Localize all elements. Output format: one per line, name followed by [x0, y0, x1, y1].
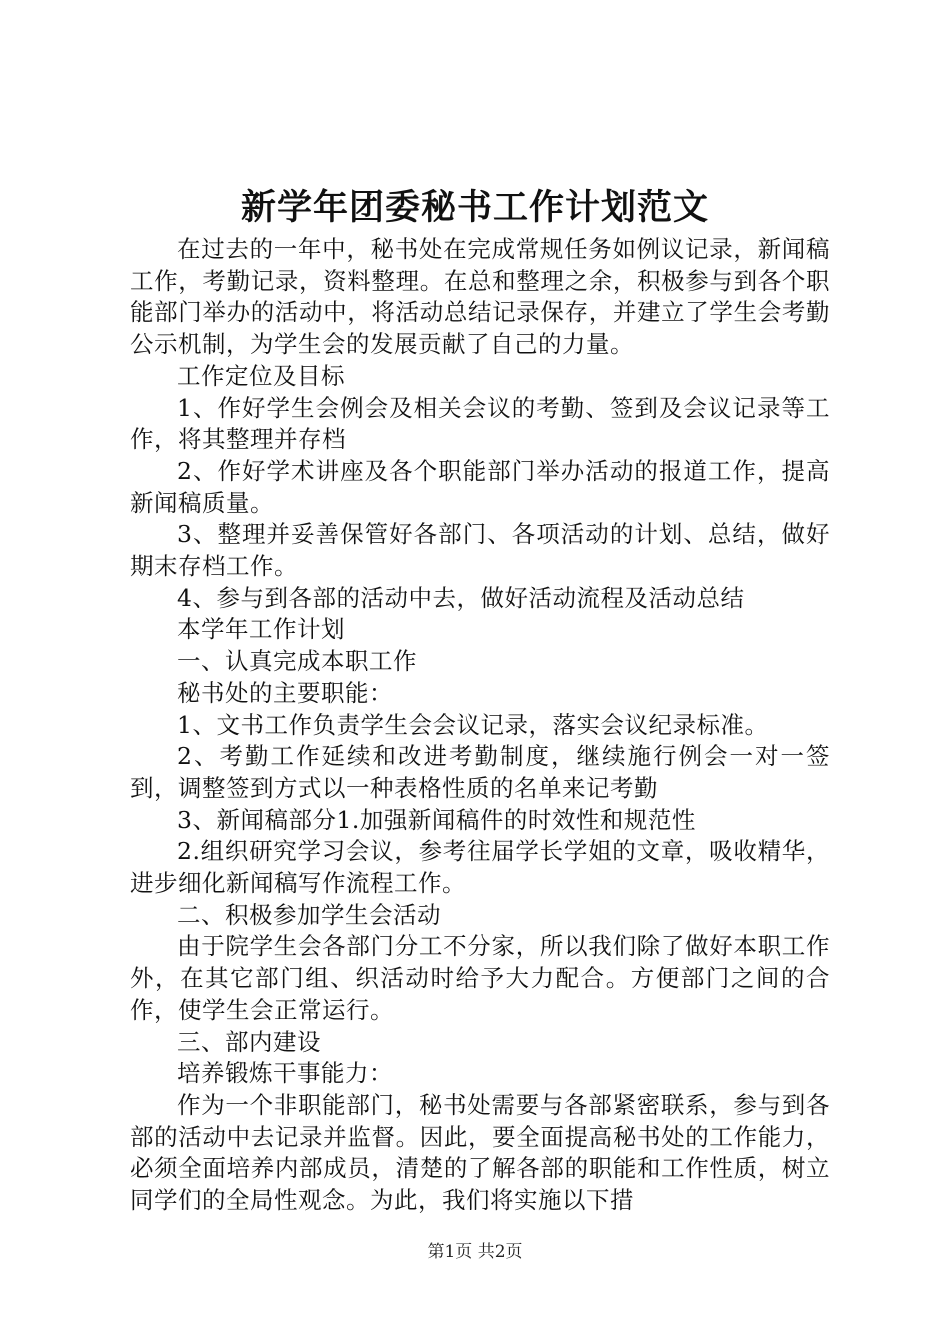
duty-item-3-sub-2: 2.组织研究学习会议，参考往届学长学姐的文章，吸收精华，进步细化新闻稿写作流程工作。: [130, 837, 830, 898]
subheading-main-duties: 秘书处的主要职能：: [177, 678, 393, 707]
paragraph-internal-building: 作为一个非职能部门，秘书处需要与各部紧密联系，参与到各部的活动中去记录并监督。因此，要全面提高秘书处的工作能力，必须全面培养内部成员，清楚的了解各部的职能和工作性质，树立同学们的全局性观念。为此，我们将实施以下措: [130, 1090, 830, 1215]
goal-item-4: 4、参与到各部的活动中去，做好活动流程及活动总结: [177, 583, 745, 612]
document-body: [130, 234, 830, 1217]
heading-annual-plan: 本学年工作计划: [177, 615, 345, 644]
goal-item-3: 3、整理并妥善保管好各部门、各项活动的计划、总结，做好期末存档工作。: [130, 520, 830, 581]
section-heading-3: 三、部内建设: [177, 1027, 321, 1056]
page-footer: 第1页 共2页: [427, 1242, 523, 1262]
goal-item-2: 2、作好学术讲座及各个职能部门举办活动的报道工作，提高新闻稿质量。: [130, 456, 830, 517]
section-heading-1: 一、认真完成本职工作: [177, 647, 417, 676]
duty-item-1: 1、文书工作负责学生会会议记录，落实会议纪录标准。: [177, 710, 769, 739]
duty-item-2: 2、考勤工作延续和改进考勤制度，继续施行例会一对一签到，调整签到方式以一种表格性质的名单来记考勤: [130, 742, 830, 802]
document-title: 新学年团委秘书工作计划范文: [240, 187, 709, 228]
heading-work-positioning: 工作定位及目标: [177, 361, 345, 390]
subheading-train-staff: 培养锻炼干事能力：: [177, 1059, 393, 1088]
paragraph-activities: 由于院学生会各部门分工不分家，所以我们除了做好本职工作外，在其它部门组、织活动时给予大力配合。方便部门之间的合作，使学生会正常运行。: [130, 932, 830, 1024]
paragraph-intro: 在过去的一年中，秘书处在完成常规任务如例议记录，新闻稿工作，考勤记录，资料整理。在总和整理之余，积极参与到各个职能部门举办的活动中，将活动总结记录保存，并建立了学生会考勤公示机制，为学生会的发展贡献了自己的力量。: [130, 235, 830, 359]
section-heading-2: 二、积极参加学生会活动: [177, 900, 441, 929]
duty-item-3: 3、新闻稿部分1.加强新闻稿件的时效性和规范性: [177, 805, 696, 834]
goal-item-1: 1、作好学生会例会及相关会议的考勤、签到及会议记录等工作，将其整理并存档: [130, 393, 830, 454]
